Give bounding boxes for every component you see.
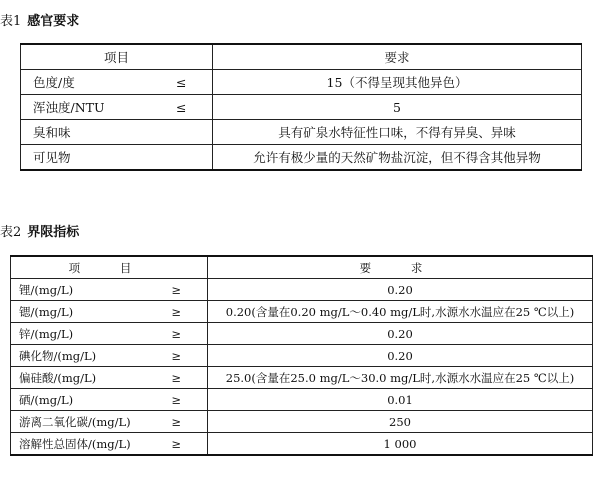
header-requirement: 要 求 [208,256,593,279]
table-header-row [11,256,593,279]
table-row [21,70,582,95]
row-item: 臭和味 [21,120,151,145]
row-operator: ≥ [146,279,208,301]
limit-indicators-table [10,255,593,456]
table-row [11,433,593,456]
table-row [11,367,593,389]
row-operator [151,120,213,145]
row-requirement: 5 [213,95,582,120]
header-item: 项目 [21,44,213,70]
row-item: 溶解性总固体/(mg/L) [11,433,146,456]
row-requirement: 允许有极少量的天然矿物盐沉淀，但不得含其他异物 [213,145,582,171]
row-requirement: 0.01 [208,389,593,411]
table-row [21,145,582,171]
row-item: 锶/(mg/L) [11,301,146,323]
row-requirement: 0.20(含量在0.20 mg/L～0.40 mg/L时,水源水水温应在25 ℃以上) [208,301,593,323]
table-row [11,323,593,345]
table-row [11,345,593,367]
row-item: 游离二氧化碳/(mg/L) [11,411,146,433]
sensory-requirements-table [20,43,582,171]
table1-caption [0,10,79,29]
table1-caption-number: 表1 [0,14,22,29]
row-operator: ≥ [146,411,208,433]
row-operator: ≥ [146,323,208,345]
header-item: 项 目 [11,256,208,279]
row-requirement: 15（不得呈现其他异色） [213,70,582,95]
row-operator: ≥ [146,345,208,367]
row-requirement: 具有矿泉水特征性口味，不得有异臭、异味 [213,120,582,145]
row-requirement: 0.20 [208,323,593,345]
row-item: 可见物 [21,145,151,171]
header-requirement: 要求 [213,44,582,70]
table-row [11,279,593,301]
table-row [21,95,582,120]
row-operator [151,145,213,171]
row-requirement: 25.0(含量在25.0 mg/L～30.0 mg/L时,水源水水温应在25 ℃以上) [208,367,593,389]
table-row [11,301,593,323]
table-row [11,411,593,433]
row-operator: ≥ [146,389,208,411]
row-item: 碘化物/(mg/L) [11,345,146,367]
row-operator: ≤ [151,70,213,95]
table2-caption-title: 界限指标 [27,225,80,240]
row-operator: ≤ [151,95,213,120]
row-requirement: 250 [208,411,593,433]
table-row [11,389,593,411]
row-item: 色度/度 [21,70,151,95]
row-operator: ≥ [146,367,208,389]
table2-caption-number: 表2 [0,225,22,240]
row-item: 锌/(mg/L) [11,323,146,345]
table2-caption [0,221,79,240]
row-requirement: 0.20 [208,279,593,301]
row-item: 锂/(mg/L) [11,279,146,301]
row-item: 硒/(mg/L) [11,389,146,411]
table1-caption-title: 感官要求 [27,14,80,29]
row-item: 浑浊度/NTU [21,95,151,120]
table-row [21,120,582,145]
row-operator: ≥ [146,301,208,323]
row-requirement: 0.20 [208,345,593,367]
row-requirement: 1 000 [208,433,593,456]
row-operator: ≥ [146,433,208,456]
row-item: 偏硅酸/(mg/L) [11,367,146,389]
table-header-row [21,44,582,70]
